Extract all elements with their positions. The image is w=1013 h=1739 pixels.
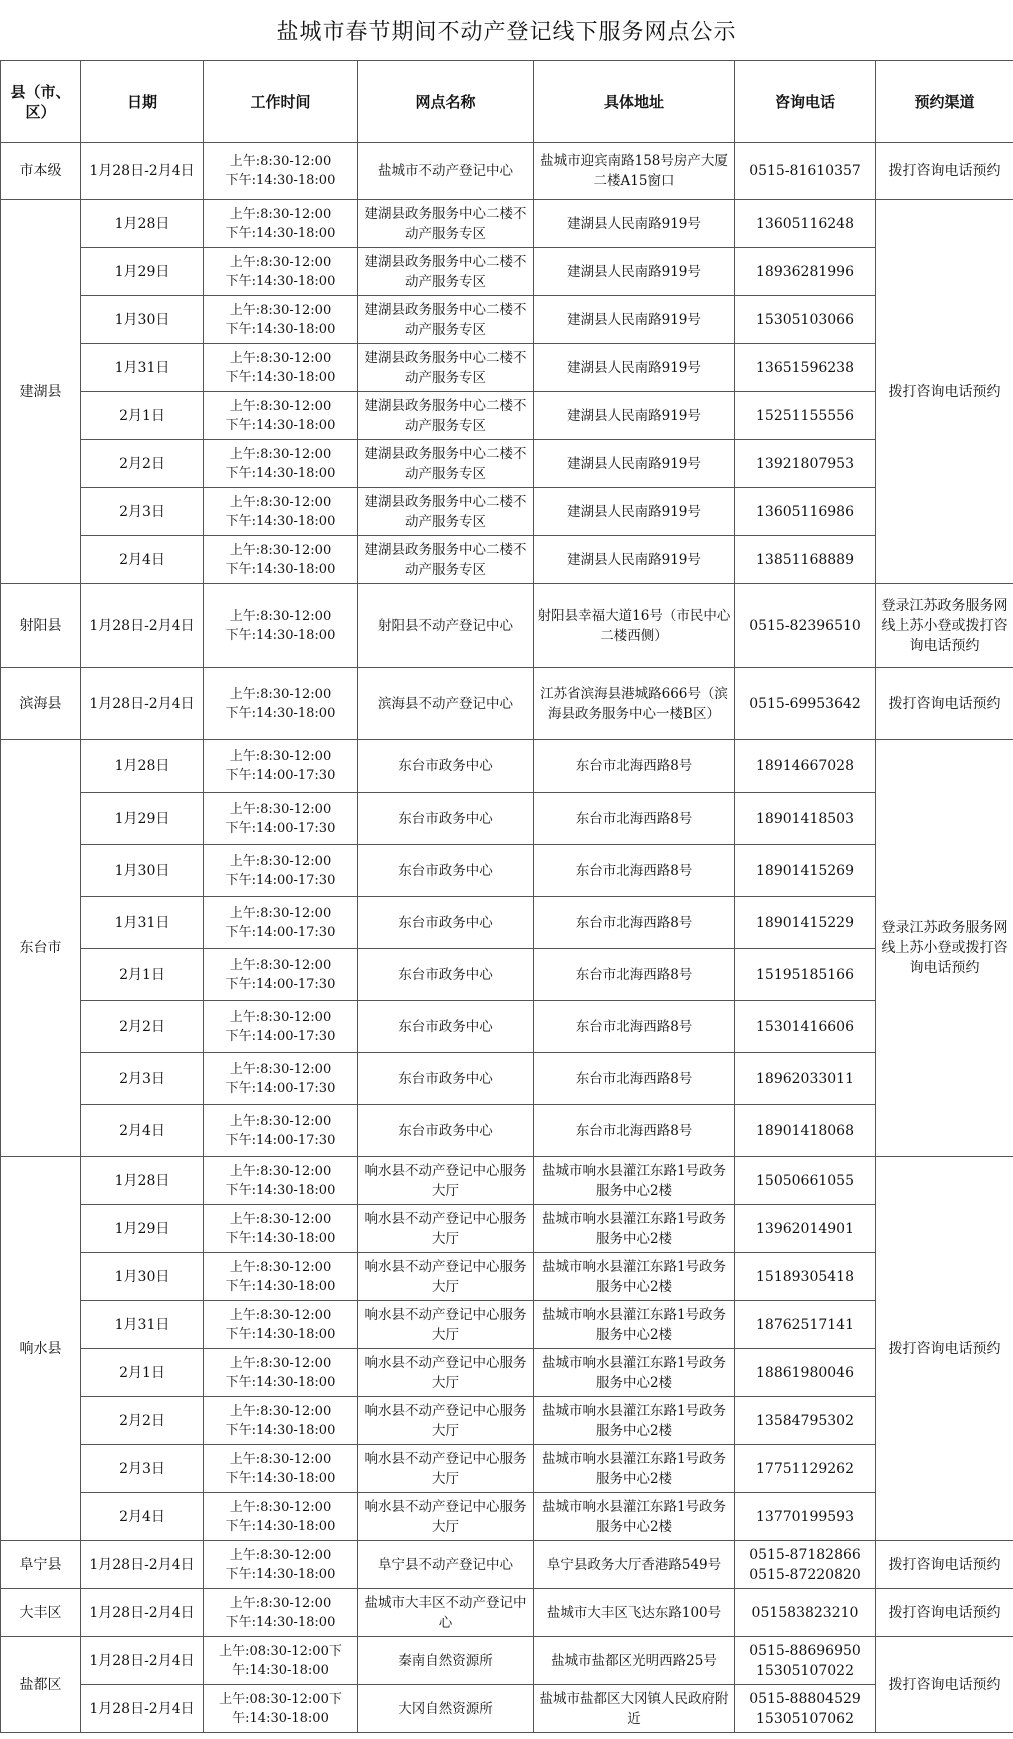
phone-cell: 13584795302 [735, 1397, 876, 1445]
site-name-cell: 建湖县政务服务中心二楼不动产服务专区 [358, 248, 534, 296]
site-name-cell: 东台市政务中心 [358, 740, 534, 793]
date-cell: 1月28日-2月4日 [81, 668, 204, 740]
hours-cell: 上午:8:30-12:00 下午:14:30-18:00 [204, 1205, 358, 1253]
date-cell: 2月3日 [81, 1053, 204, 1105]
table-row [1, 1253, 1013, 1301]
date-cell: 1月29日 [81, 248, 204, 296]
table-row [1, 949, 1013, 1001]
booking-channel-cell: 拨打咨询电话预约 [876, 143, 1013, 200]
phone-cell: 0515-87182866 0515-87220820 [735, 1541, 876, 1589]
table-row [1, 1493, 1013, 1541]
booking-channel-cell: 拨打咨询电话预约 [876, 1589, 1013, 1637]
address-cell: 盐城市响水县灌江东路1号政务服务中心2楼 [534, 1445, 735, 1493]
hours-cell: 上午:8:30-12:00 下午:14:00-17:30 [204, 1001, 358, 1053]
address-cell: 盐城市响水县灌江东路1号政务服务中心2楼 [534, 1205, 735, 1253]
address-cell: 建湖县人民南路919号 [534, 296, 735, 344]
county-cell: 建湖县 [1, 200, 81, 584]
header-date: 日期 [81, 61, 204, 143]
header-row [1, 61, 1013, 143]
address-cell: 东台市北海西路8号 [534, 740, 735, 793]
site-name-cell: 大冈自然资源所 [358, 1685, 534, 1733]
site-name-cell: 东台市政务中心 [358, 845, 534, 897]
phone-cell: 18861980046 [735, 1349, 876, 1397]
date-cell: 2月2日 [81, 1001, 204, 1053]
phone-cell: 13851168889 [735, 536, 876, 584]
date-cell: 2月1日 [81, 1349, 204, 1397]
date-cell: 1月28日 [81, 200, 204, 248]
phone-cell: 051583823210 [735, 1589, 876, 1637]
phone-cell: 15189305418 [735, 1253, 876, 1301]
hours-cell: 上午:8:30-12:00 下午:14:30-18:00 [204, 143, 358, 200]
county-cell: 东台市 [1, 740, 81, 1157]
header-county: 县（市、区） [1, 61, 81, 143]
site-name-cell: 建湖县政务服务中心二楼不动产服务专区 [358, 536, 534, 584]
address-cell: 盐城市迎宾南路158号房产大厦二楼A15窗口 [534, 143, 735, 200]
site-name-cell: 建湖县政务服务中心二楼不动产服务专区 [358, 488, 534, 536]
site-name-cell: 东台市政务中心 [358, 1001, 534, 1053]
hours-cell: 上午:8:30-12:00 下午:14:30-18:00 [204, 1589, 358, 1637]
hours-cell: 上午:08:30-12:00下午:14:30-18:00 [204, 1685, 358, 1733]
address-cell: 盐城市响水县灌江东路1号政务服务中心2楼 [534, 1157, 735, 1205]
table-row [1, 392, 1013, 440]
phone-cell: 15050661055 [735, 1157, 876, 1205]
phone-cell: 18936281996 [735, 248, 876, 296]
address-cell: 盐城市响水县灌江东路1号政务服务中心2楼 [534, 1397, 735, 1445]
date-cell: 1月30日 [81, 296, 204, 344]
address-cell: 东台市北海西路8号 [534, 793, 735, 845]
phone-cell: 13962014901 [735, 1205, 876, 1253]
site-name-cell: 响水县不动产登记中心服务大厅 [358, 1397, 534, 1445]
phone-cell: 13605116986 [735, 488, 876, 536]
date-cell: 1月28日-2月4日 [81, 1637, 204, 1685]
site-name-cell: 响水县不动产登记中心服务大厅 [358, 1349, 534, 1397]
county-cell: 盐都区 [1, 1637, 81, 1733]
hours-cell: 上午:8:30-12:00 下午:14:30-18:00 [204, 584, 358, 668]
phone-cell: 15301416606 [735, 1001, 876, 1053]
site-name-cell: 东台市政务中心 [358, 1053, 534, 1105]
site-name-cell: 射阳县不动产登记中心 [358, 584, 534, 668]
booking-channel-cell: 拨打咨询电话预约 [876, 1637, 1013, 1733]
date-cell: 1月29日 [81, 793, 204, 845]
county-cell: 响水县 [1, 1157, 81, 1541]
table-row [1, 897, 1013, 949]
table-row [1, 1637, 1013, 1685]
hours-cell: 上午:8:30-12:00 下午:14:30-18:00 [204, 200, 358, 248]
table-row [1, 1541, 1013, 1589]
date-cell: 2月4日 [81, 1493, 204, 1541]
phone-cell: 18901418503 [735, 793, 876, 845]
table-row [1, 740, 1013, 793]
table-row [1, 1685, 1013, 1733]
table-row [1, 1349, 1013, 1397]
date-cell: 2月3日 [81, 488, 204, 536]
site-name-cell: 秦南自然资源所 [358, 1637, 534, 1685]
address-cell: 建湖县人民南路919号 [534, 200, 735, 248]
table-row [1, 1301, 1013, 1349]
address-cell: 盐城市大丰区飞达东路100号 [534, 1589, 735, 1637]
table-row [1, 440, 1013, 488]
table-row [1, 1445, 1013, 1493]
site-name-cell: 响水县不动产登记中心服务大厅 [358, 1205, 534, 1253]
page-title: 盐城市春节期间不动产登记线下服务网点公示 [276, 19, 737, 45]
hours-cell: 上午:8:30-12:00 下午:14:00-17:30 [204, 793, 358, 845]
date-cell: 1月28日-2月4日 [81, 584, 204, 668]
table-row [1, 1001, 1013, 1053]
date-cell: 1月28日 [81, 1157, 204, 1205]
address-cell: 东台市北海西路8号 [534, 1001, 735, 1053]
phone-cell: 15195185166 [735, 949, 876, 1001]
site-name-cell: 响水县不动产登记中心服务大厅 [358, 1253, 534, 1301]
table-row [1, 1397, 1013, 1445]
hours-cell: 上午:8:30-12:00 下午:14:30-18:00 [204, 536, 358, 584]
address-cell: 建湖县人民南路919号 [534, 392, 735, 440]
booking-channel-cell: 拨打咨询电话预约 [876, 668, 1013, 740]
date-cell: 1月30日 [81, 1253, 204, 1301]
address-cell: 建湖县人民南路919号 [534, 248, 735, 296]
hours-cell: 上午:8:30-12:00 下午:14:30-18:00 [204, 248, 358, 296]
date-cell: 1月31日 [81, 344, 204, 392]
site-name-cell: 东台市政务中心 [358, 793, 534, 845]
site-name-cell: 盐城市大丰区不动产登记中心 [358, 1589, 534, 1637]
hours-cell: 上午:8:30-12:00 下午:14:00-17:30 [204, 740, 358, 793]
site-name-cell: 建湖县政务服务中心二楼不动产服务专区 [358, 440, 534, 488]
address-cell: 射阳县幸福大道16号（市民中心二楼西侧） [534, 584, 735, 668]
date-cell: 1月28日-2月4日 [81, 1541, 204, 1589]
address-cell: 东台市北海西路8号 [534, 845, 735, 897]
service-points-table [0, 60, 1013, 1733]
table-row [1, 200, 1013, 248]
site-name-cell: 建湖县政务服务中心二楼不动产服务专区 [358, 344, 534, 392]
table-row [1, 1105, 1013, 1157]
date-cell: 2月4日 [81, 1105, 204, 1157]
hours-cell: 上午:8:30-12:00 下午:14:30-18:00 [204, 1301, 358, 1349]
county-cell: 阜宁县 [1, 1541, 81, 1589]
site-name-cell: 建湖县政务服务中心二楼不动产服务专区 [358, 296, 534, 344]
booking-channel-cell: 拨打咨询电话预约 [876, 200, 1013, 584]
address-cell: 建湖县人民南路919号 [534, 536, 735, 584]
site-name-cell: 响水县不动产登记中心服务大厅 [358, 1157, 534, 1205]
hours-cell: 上午:8:30-12:00 下午:14:30-18:00 [204, 440, 358, 488]
county-cell: 滨海县 [1, 668, 81, 740]
booking-channel-cell: 拨打咨询电话预约 [876, 1157, 1013, 1541]
date-cell: 1月28日-2月4日 [81, 1685, 204, 1733]
address-cell: 建湖县人民南路919号 [534, 488, 735, 536]
hours-cell: 上午:8:30-12:00 下午:14:00-17:30 [204, 949, 358, 1001]
hours-cell: 上午:8:30-12:00 下午:14:30-18:00 [204, 1157, 358, 1205]
table-body [1, 143, 1013, 1733]
date-cell: 1月28日 [81, 740, 204, 793]
phone-cell: 13605116248 [735, 200, 876, 248]
table-row [1, 296, 1013, 344]
address-cell: 盐城市盐都区光明西路25号 [534, 1637, 735, 1685]
date-cell: 1月28日-2月4日 [81, 143, 204, 200]
phone-cell: 18962033011 [735, 1053, 876, 1105]
table-row [1, 143, 1013, 200]
phone-cell: 18901418068 [735, 1105, 876, 1157]
header-booking-channel: 预约渠道 [876, 61, 1013, 143]
hours-cell: 上午:8:30-12:00 下午:14:00-17:30 [204, 897, 358, 949]
date-cell: 2月1日 [81, 949, 204, 1001]
date-cell: 1月28日-2月4日 [81, 1589, 204, 1637]
hours-cell: 上午:8:30-12:00 下午:14:00-17:30 [204, 1105, 358, 1157]
site-name-cell: 响水县不动产登记中心服务大厅 [358, 1493, 534, 1541]
header-address: 具体地址 [534, 61, 735, 143]
date-cell: 1月30日 [81, 845, 204, 897]
phone-cell: 0515-88696950 15305107022 [735, 1637, 876, 1685]
address-cell: 建湖县人民南路919号 [534, 440, 735, 488]
header-phone: 咨询电话 [735, 61, 876, 143]
table-row [1, 845, 1013, 897]
table-row [1, 1589, 1013, 1637]
address-cell: 盐城市响水县灌江东路1号政务服务中心2楼 [534, 1253, 735, 1301]
phone-cell: 18914667028 [735, 740, 876, 793]
address-cell: 江苏省滨海县港城路666号（滨海县政务服务中心一楼B区） [534, 668, 735, 740]
hours-cell: 上午:8:30-12:00 下午:14:30-18:00 [204, 1493, 358, 1541]
table-row [1, 536, 1013, 584]
date-cell: 2月3日 [81, 1445, 204, 1493]
phone-cell: 0515-82396510 [735, 584, 876, 668]
hours-cell: 上午:8:30-12:00 下午:14:00-17:30 [204, 1053, 358, 1105]
address-cell: 建湖县人民南路919号 [534, 344, 735, 392]
hours-cell: 上午:8:30-12:00 下午:14:30-18:00 [204, 296, 358, 344]
site-name-cell: 响水县不动产登记中心服务大厅 [358, 1445, 534, 1493]
county-cell: 市本级 [1, 143, 81, 200]
booking-channel-cell: 登录江苏政务服务网线上苏小登或拨打咨询电话预约 [876, 584, 1013, 668]
date-cell: 2月1日 [81, 392, 204, 440]
site-name-cell: 滨海县不动产登记中心 [358, 668, 534, 740]
address-cell: 东台市北海西路8号 [534, 897, 735, 949]
site-name-cell: 响水县不动产登记中心服务大厅 [358, 1301, 534, 1349]
table-row [1, 248, 1013, 296]
date-cell: 2月4日 [81, 536, 204, 584]
phone-cell: 18901415229 [735, 897, 876, 949]
phone-cell: 0515-81610357 [735, 143, 876, 200]
site-name-cell: 盐城市不动产登记中心 [358, 143, 534, 200]
site-name-cell: 建湖县政务服务中心二楼不动产服务专区 [358, 200, 534, 248]
date-cell: 2月2日 [81, 1397, 204, 1445]
booking-channel-cell: 登录江苏政务服务网线上苏小登或拨打咨询电话预约 [876, 740, 1013, 1157]
date-cell: 2月2日 [81, 440, 204, 488]
hours-cell: 上午:8:30-12:00 下午:14:00-17:30 [204, 845, 358, 897]
table-row [1, 793, 1013, 845]
address-cell: 东台市北海西路8号 [534, 1053, 735, 1105]
date-cell: 1月31日 [81, 897, 204, 949]
hours-cell: 上午:8:30-12:00 下午:14:30-18:00 [204, 392, 358, 440]
phone-cell: 15305103066 [735, 296, 876, 344]
hours-cell: 上午:08:30-12:00下午:14:30-18:00 [204, 1637, 358, 1685]
header-hours: 工作时间 [204, 61, 358, 143]
phone-cell: 18901415269 [735, 845, 876, 897]
hours-cell: 上午:8:30-12:00 下午:14:30-18:00 [204, 1349, 358, 1397]
phone-cell: 17751129262 [735, 1445, 876, 1493]
hours-cell: 上午:8:30-12:00 下午:14:30-18:00 [204, 1445, 358, 1493]
phone-cell: 13651596238 [735, 344, 876, 392]
phone-cell: 13921807953 [735, 440, 876, 488]
address-cell: 盐城市响水县灌江东路1号政务服务中心2楼 [534, 1301, 735, 1349]
site-name-cell: 阜宁县不动产登记中心 [358, 1541, 534, 1589]
table-row [1, 488, 1013, 536]
hours-cell: 上午:8:30-12:00 下午:14:30-18:00 [204, 1541, 358, 1589]
phone-cell: 18762517141 [735, 1301, 876, 1349]
phone-cell: 0515-88804529 15305107062 [735, 1685, 876, 1733]
county-cell: 射阳县 [1, 584, 81, 668]
table-row [1, 344, 1013, 392]
table-row [1, 584, 1013, 668]
hours-cell: 上午:8:30-12:00 下午:14:30-18:00 [204, 488, 358, 536]
site-name-cell: 东台市政务中心 [358, 949, 534, 1001]
address-cell: 东台市北海西路8号 [534, 1105, 735, 1157]
site-name-cell: 东台市政务中心 [358, 897, 534, 949]
hours-cell: 上午:8:30-12:00 下午:14:30-18:00 [204, 344, 358, 392]
address-cell: 盐城市盐都区大冈镇人民政府附近 [534, 1685, 735, 1733]
booking-channel-cell: 拨打咨询电话预约 [876, 1541, 1013, 1589]
site-name-cell: 建湖县政务服务中心二楼不动产服务专区 [358, 392, 534, 440]
date-cell: 1月31日 [81, 1301, 204, 1349]
header-site-name: 网点名称 [358, 61, 534, 143]
phone-cell: 15251155556 [735, 392, 876, 440]
phone-cell: 0515-69953642 [735, 668, 876, 740]
table-row [1, 1157, 1013, 1205]
address-cell: 阜宁县政务大厅香港路549号 [534, 1541, 735, 1589]
date-cell: 1月29日 [81, 1205, 204, 1253]
table-row [1, 1053, 1013, 1105]
address-cell: 东台市北海西路8号 [534, 949, 735, 1001]
address-cell: 盐城市响水县灌江东路1号政务服务中心2楼 [534, 1349, 735, 1397]
address-cell: 盐城市响水县灌江东路1号政务服务中心2楼 [534, 1493, 735, 1541]
hours-cell: 上午:8:30-12:00 下午:14:30-18:00 [204, 668, 358, 740]
phone-cell: 13770199593 [735, 1493, 876, 1541]
site-name-cell: 东台市政务中心 [358, 1105, 534, 1157]
hours-cell: 上午:8:30-12:00 下午:14:30-18:00 [204, 1397, 358, 1445]
table-row [1, 668, 1013, 740]
hours-cell: 上午:8:30-12:00 下午:14:30-18:00 [204, 1253, 358, 1301]
table-row [1, 1205, 1013, 1253]
county-cell: 大丰区 [1, 1589, 81, 1637]
